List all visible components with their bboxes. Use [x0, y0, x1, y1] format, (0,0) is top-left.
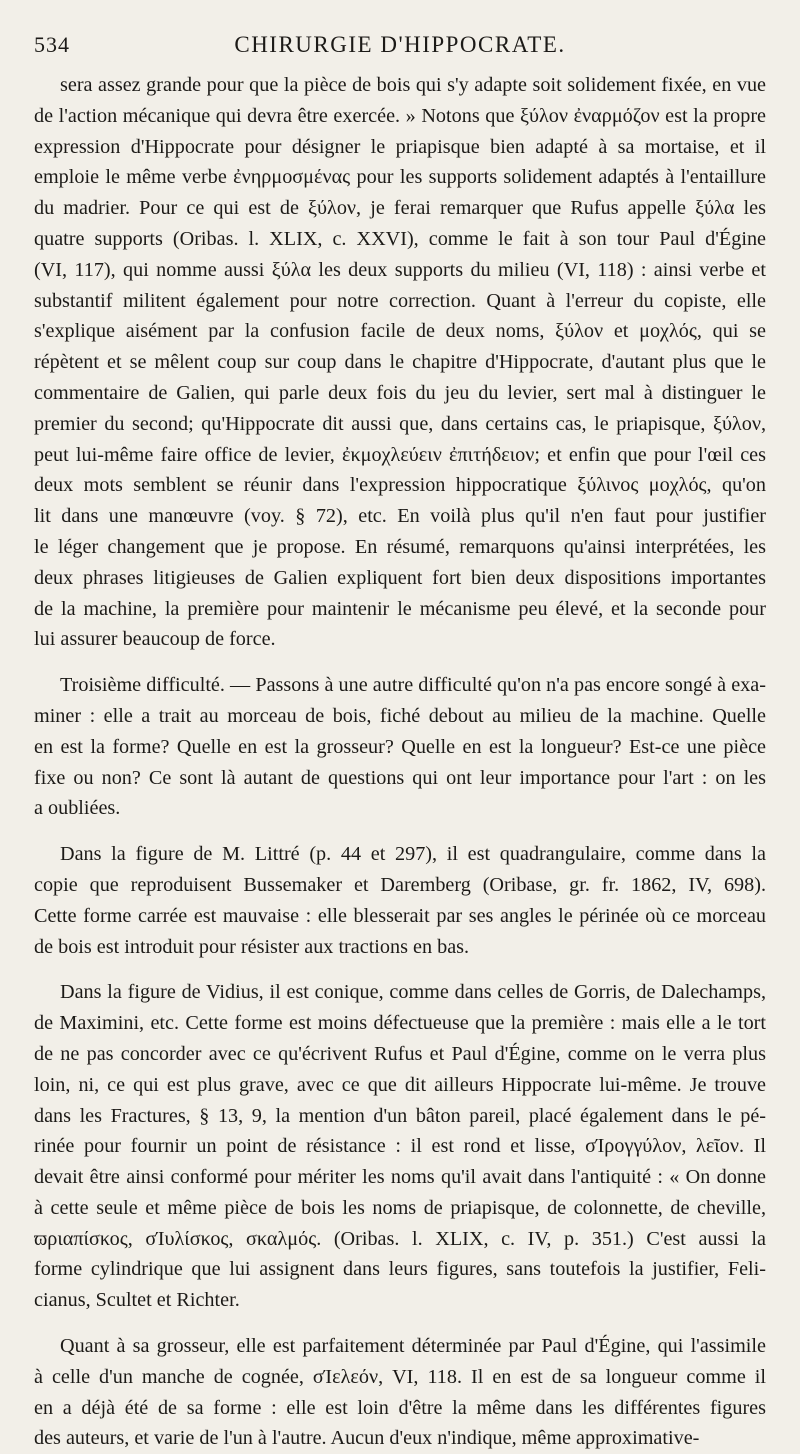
text-line: lit dans une manœuvre (voy. § 72), etc. En voilà plus qu'il n'en faut pour justifier [34, 505, 766, 528]
paragraph-gap [34, 824, 766, 839]
text-line: le léger changement que je propose. En résumé, remarquons qu'ainsi interprétées, les [34, 535, 766, 558]
text-line: Cette forme carrée est mauvaise : elle blesserait par ses angles le périnée où ce morceau [34, 904, 766, 927]
text-line: de la machine, la première pour maintenir le mécanisme peu élevé, et la seconde pour [34, 597, 766, 620]
text-line: à celle d'un manche de cognée, σΊελεόν, VI, 118. Il en est de sa longueur comme il [34, 1365, 766, 1388]
text-line: dans les Fractures, § 13, 9, la mention d'un bâton pareil, placé également dans le pé- [34, 1104, 766, 1127]
text-line: rinée pour fournir un point de résistance : il est rond et lisse, σΊρογγύλον, λεῖον. Il [34, 1135, 766, 1158]
text-line: miner : elle a trait au morceau de bois, fiché debout au milieu de la machine. Quelle [34, 704, 766, 727]
text-line: fixe ou non? Ce sont là autant de questions qui ont leur importance pour l'art : on les [34, 766, 766, 789]
text-line: de bois est introduit pour résister aux tractions en bas. [34, 935, 470, 958]
running-title: CHIRURGIE D'HIPPOCRATE. [234, 32, 566, 57]
text-line: loin, ni, ce qui est plus grave, avec ce que dit ailleurs Hippocrate lui-même. Je trouve [34, 1073, 766, 1096]
page-number: 534 [34, 32, 70, 57]
text-line: substantif militent également pour notre correction. Quant à l'erreur du copiste, elle [34, 289, 766, 312]
text-line: de Maximini, etc. Cette forme est moins défectueuse que la première : mais elle a le tort [34, 1012, 766, 1035]
text-line: peut lui-même faire office de levier, ἐκμοχλεύειν ἐπιτήδειον; et enfin que pour l'œil ces [34, 443, 766, 466]
text-line: à cette seule et même pièce de bois les noms de priapisque, de colonnette, de cheville, [34, 1196, 766, 1219]
paragraph [34, 977, 766, 1316]
text-line: du madrier. Pour ce qui est de ξύλον, je ferai remarquer que Rufus appelle ξύλα les [34, 197, 766, 220]
paragraph [34, 839, 766, 962]
text-line: en a déjà été de sa forme : elle est loin d'être la même dans les différentes figures [34, 1396, 766, 1419]
paragraph-gap [34, 962, 766, 977]
text-line: forme cylindrique que lui assignent dans leurs figures, sans toutefois la justifier, Feli- [34, 1258, 766, 1281]
text-line: cianus, Scultet et Richter. [34, 1289, 240, 1312]
text-line: (VI, 117), qui nomme aussi ξύλα les deux supports du milieu (VI, 118) : ainsi verbe et [34, 258, 766, 281]
text-line: emploie le même verbe ἐνηρμοσμένας pour les supports solidement adaptés à l'entaillure [34, 166, 766, 189]
text-line: de ne pas concorder avec ce qu'écrivent Rufus et Paul d'Égine, comme on le verra plus [34, 1042, 766, 1065]
text-line: de l'action mécanique qui devra être exercée. » Notons que ξύλον ἐναρμόζον est la propre [34, 104, 766, 127]
text-line: s'explique aisément par la confusion facile de deux noms, ξύλον et μοχλός, qui se [34, 320, 766, 343]
paragraph [34, 670, 766, 824]
text-line: deux mots semblent se réunir dans l'expression hippocratique ξύλινος μοχλός, qu'on [34, 474, 766, 497]
text-line: Troisième difficulté. — Passons à une autre difficulté qu'on n'a pas encore songé à exa- [60, 674, 766, 697]
text-line: Dans la figure de Vidius, il est conique, comme dans celles de Gorris, de Dalechamps, [60, 981, 766, 1004]
text-line: quatre supports (Oribas. l. XLIX, c. XXVI), comme le fait à son tour Paul d'Égine [34, 227, 766, 250]
text-line: lui assurer beaucoup de force. [34, 628, 276, 651]
text-line: commentaire de Galien, qui parle deux fois du jeu du levier, sert mal à distinguer le [34, 381, 766, 404]
text-line: a oubliées. [34, 797, 121, 820]
text-line: devait être ainsi conformé pour mériter les noms qu'il avait dans l'antiquité : « On donne [34, 1166, 766, 1189]
text-line: sera assez grande pour que la pièce de bois qui s'y adapte soit solidement fixée, en vue [60, 74, 766, 96]
text-line: copie que reproduisent Bussemaker et Daremberg (Oribase, gr. fr. 1862, IV, 698). [34, 873, 766, 896]
text-line: expression d'Hippocrate pour désigner le priapisque bien adapté à sa mortaise, et il [34, 135, 766, 158]
body-text [34, 70, 766, 1454]
page-header [34, 30, 766, 60]
text-line: ϖριαπίσκος, σΊυλίσκος, σκαλμός. (Oribas. l. XLIX, c. IV, p. 351.) C'est aussi la [34, 1227, 766, 1250]
text-line: premier du second; qu'Hippocrate dit aussi que, dans certains cas, le priapisque, ξύλον, [34, 412, 766, 435]
paragraph-gap [34, 655, 766, 670]
text-line: des auteurs, et varie de l'un à l'autre. Aucun d'eux n'indique, même approximative- [34, 1427, 700, 1450]
text-line: répètent et se mêlent coup sur coup dans le chapitre d'Hippocrate, d'autant plus que le [34, 351, 766, 374]
paragraph [34, 70, 766, 655]
text-line: Quant à sa grosseur, elle est parfaitement déterminée par Paul d'Égine, qui l'assimile [60, 1335, 766, 1358]
text-line: Dans la figure de M. Littré (p. 44 et 297), il est quadrangulaire, comme dans la [60, 843, 766, 866]
text-line: en est la forme? Quelle en est la grosseur? Quelle en est la longueur? Est-ce une pièce [34, 735, 766, 758]
paragraph-gap [34, 1316, 766, 1331]
text-line: deux phrases litigieuses de Galien expliquent fort bien deux dispositions importantes [34, 566, 766, 589]
paragraph [34, 1331, 766, 1454]
